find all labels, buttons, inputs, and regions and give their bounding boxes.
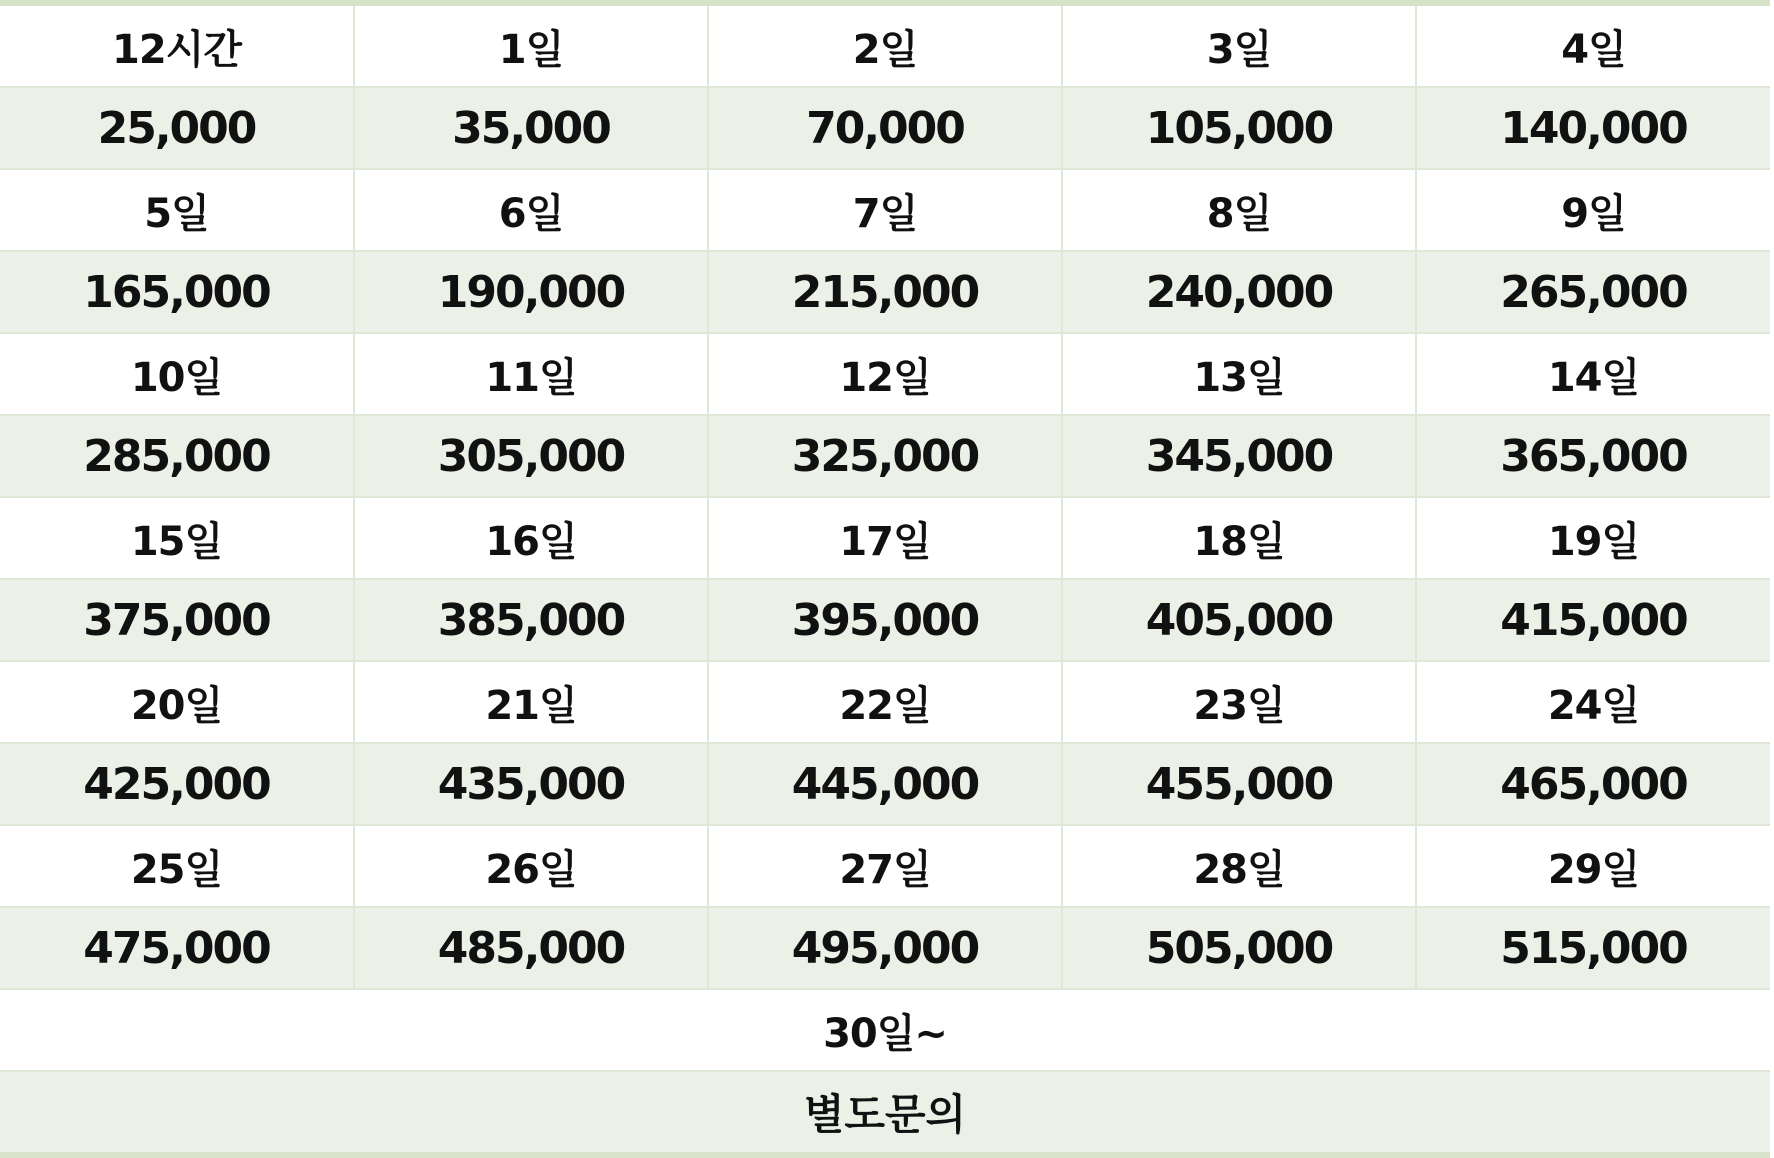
price-cell: 215,000 (708, 251, 1062, 333)
duration-cell: 23일 (1062, 661, 1416, 743)
extra-duration-row (0, 989, 1770, 1071)
duration-row-6 (0, 825, 1770, 907)
duration-cell: 8일 (1062, 169, 1416, 251)
price-cell: 435,000 (354, 743, 708, 825)
price-cell: 345,000 (1062, 415, 1416, 497)
price-row-6 (0, 907, 1770, 989)
price-cell: 505,000 (1062, 907, 1416, 989)
duration-cell: 28일 (1062, 825, 1416, 907)
extra-price-row (0, 1071, 1770, 1155)
duration-cell: 4일 (1416, 3, 1770, 87)
price-cell: 140,000 (1416, 87, 1770, 169)
duration-cell: 2일 (708, 3, 1062, 87)
price-row-4 (0, 579, 1770, 661)
price-cell: 485,000 (354, 907, 708, 989)
price-cell: 475,000 (0, 907, 354, 989)
duration-row-5 (0, 661, 1770, 743)
price-cell: 375,000 (0, 579, 354, 661)
duration-cell: 19일 (1416, 497, 1770, 579)
price-cell: 425,000 (0, 743, 354, 825)
extra-price-cell: 별도문의 (0, 1071, 1770, 1155)
price-cell: 165,000 (0, 251, 354, 333)
duration-cell: 10일 (0, 333, 354, 415)
duration-cell: 12일 (708, 333, 1062, 415)
price-table-body (0, 3, 1770, 1155)
price-cell: 265,000 (1416, 251, 1770, 333)
duration-cell: 17일 (708, 497, 1062, 579)
price-cell: 405,000 (1062, 579, 1416, 661)
price-cell: 515,000 (1416, 907, 1770, 989)
price-cell: 190,000 (354, 251, 708, 333)
price-cell: 385,000 (354, 579, 708, 661)
duration-cell: 5일 (0, 169, 354, 251)
price-cell: 445,000 (708, 743, 1062, 825)
duration-cell: 18일 (1062, 497, 1416, 579)
price-cell: 25,000 (0, 87, 354, 169)
price-cell: 305,000 (354, 415, 708, 497)
duration-cell: 12시간 (0, 3, 354, 87)
price-cell: 365,000 (1416, 415, 1770, 497)
duration-row-4 (0, 497, 1770, 579)
duration-cell: 13일 (1062, 333, 1416, 415)
extra-duration-cell: 30일~ (0, 989, 1770, 1071)
duration-cell: 22일 (708, 661, 1062, 743)
duration-cell: 9일 (1416, 169, 1770, 251)
duration-row-2 (0, 169, 1770, 251)
duration-cell: 27일 (708, 825, 1062, 907)
duration-cell: 24일 (1416, 661, 1770, 743)
duration-cell: 29일 (1416, 825, 1770, 907)
duration-cell: 1일 (354, 3, 708, 87)
duration-cell: 6일 (354, 169, 708, 251)
duration-cell: 16일 (354, 497, 708, 579)
duration-cell: 11일 (354, 333, 708, 415)
price-cell: 495,000 (708, 907, 1062, 989)
duration-row-1 (0, 3, 1770, 87)
price-cell: 35,000 (354, 87, 708, 169)
price-cell: 70,000 (708, 87, 1062, 169)
duration-cell: 26일 (354, 825, 708, 907)
duration-cell: 7일 (708, 169, 1062, 251)
duration-row-3 (0, 333, 1770, 415)
price-cell: 415,000 (1416, 579, 1770, 661)
price-cell: 240,000 (1062, 251, 1416, 333)
duration-cell: 14일 (1416, 333, 1770, 415)
price-cell: 465,000 (1416, 743, 1770, 825)
price-row-2 (0, 251, 1770, 333)
duration-cell: 20일 (0, 661, 354, 743)
price-cell: 105,000 (1062, 87, 1416, 169)
price-row-5 (0, 743, 1770, 825)
duration-cell: 25일 (0, 825, 354, 907)
price-cell: 325,000 (708, 415, 1062, 497)
price-cell: 455,000 (1062, 743, 1416, 825)
price-row-1 (0, 87, 1770, 169)
duration-cell: 15일 (0, 497, 354, 579)
price-cell: 285,000 (0, 415, 354, 497)
duration-cell: 21일 (354, 661, 708, 743)
price-cell: 395,000 (708, 579, 1062, 661)
price-row-3 (0, 415, 1770, 497)
duration-cell: 3일 (1062, 3, 1416, 87)
